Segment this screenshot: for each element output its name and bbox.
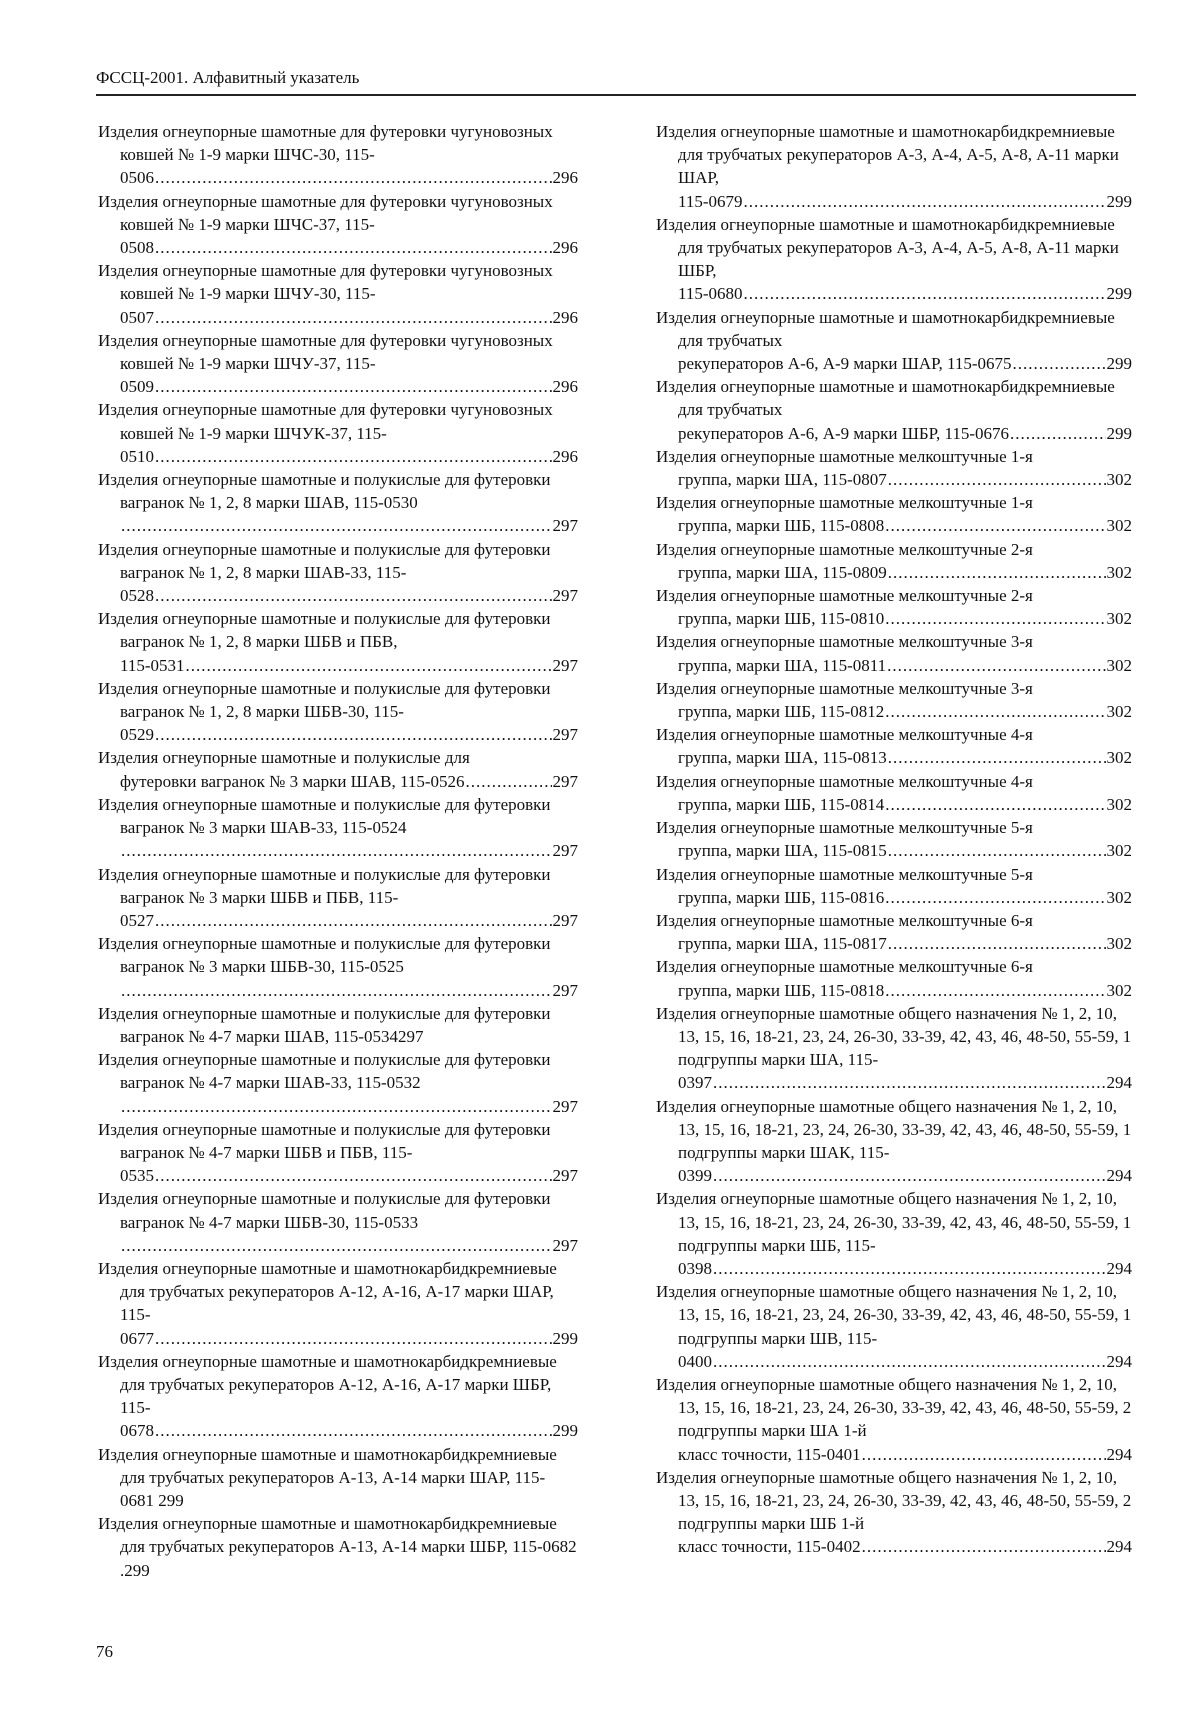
index-entry-text: Изделия огнеупорные шамотные мелкоштучные 6-я: [656, 910, 1033, 930]
dot-leader: [888, 839, 1106, 862]
index-entry-leader: [120, 375, 578, 398]
dot-leader: [713, 1350, 1106, 1373]
index-entry: [656, 955, 1132, 1001]
index-entry-text: Изделия огнеупорные шамотные мелкоштучные 5-я: [656, 864, 1033, 884]
index-entry-text: Изделия огнеупорные шамотные мелкоштучные 1-я: [656, 493, 1033, 513]
index-entry-leader: [120, 909, 578, 932]
index-entry-tail: 0397: [678, 1073, 712, 1093]
index-entry-leader: [678, 746, 1132, 769]
index-entry-page: 299: [1106, 423, 1132, 443]
index-entry-leader: [678, 654, 1132, 677]
index-entry-text: Изделия огнеупорные шамотные мелкоштучные 5-я: [656, 818, 1033, 838]
index-entry-page: 302: [1106, 562, 1132, 582]
index-entry-text: Изделия огнеупорные шамотные для футеровки чугуновозных ковшей № 1-9 марки ШЧУ-30, 115-: [98, 261, 553, 304]
dot-leader: [713, 1164, 1106, 1187]
index-entry: [656, 306, 1132, 376]
index-entry: [98, 1002, 578, 1048]
index-entry-leader: [678, 190, 1132, 213]
index-entry-text: Изделия огнеупорные шамотные общего назначения № 1, 2, 10, 13, 15, 16, 18-21, 23, 24, 26-30, 33-39, 42, 43, 46, 48-50, 55-59, 2 подгруппы марки ШБ 1-й: [656, 1467, 1132, 1534]
dot-leader: [888, 932, 1106, 955]
index-entry: [98, 120, 578, 190]
index-entry: [656, 1187, 1132, 1280]
index-entry-page: 302: [1106, 794, 1132, 814]
index-entry-tail: футеровки вагранок № 3 марки ШАВ, 115-0526: [120, 771, 465, 791]
index-entry-page: 296: [552, 446, 578, 466]
dot-leader: [186, 654, 552, 677]
dot-leader: [744, 282, 1106, 305]
index-entry-tail: группа, марки ША, 115-0815: [678, 841, 887, 861]
index-entry-leader: [120, 654, 578, 677]
dot-leader: [155, 1419, 552, 1442]
index-entry: [656, 770, 1132, 816]
index-entry-text: Изделия огнеупорные шамотные и шамотнокарбидкремниевые для трубчатых рекуператоров А-13, А-14 марки ШАР, 115-0681 299: [98, 1444, 557, 1510]
dot-leader: [713, 1071, 1106, 1094]
index-entry-tail: класс точности, 115-0402: [678, 1537, 861, 1557]
index-entry-tail: группа, марки ША, 115-0811: [678, 655, 887, 675]
index-entry: [98, 1512, 578, 1582]
index-entry-page: 297: [552, 910, 578, 930]
index-entry-text: Изделия огнеупорные шамотные и полукислые для футеровки вагранок № 3 марки ШБВ и ПБВ, 115-: [98, 864, 551, 907]
index-entry: [98, 677, 578, 747]
index-entry-tail: группа, марки ШБ, 115-0818: [678, 980, 885, 1000]
index-entry-tail: 0535: [120, 1166, 154, 1186]
index-entry-tail: группа, марки ША, 115-0809: [678, 562, 887, 582]
index-entry-tail: 115-0679: [678, 191, 743, 211]
index-entry-leader: [120, 306, 578, 329]
index-entry-text: Изделия огнеупорные шамотные и полукислые для футеровки вагранок № 4-7 марки ШАВ, 115-0534297: [98, 1003, 551, 1046]
index-entry-text: Изделия огнеупорные шамотные мелкоштучные 4-я: [656, 725, 1033, 745]
index-entry-page: 302: [1106, 516, 1132, 536]
index-entry-tail: 0528: [120, 586, 154, 606]
index-entry-text: Изделия огнеупорные шамотные и полукислые для футеровки вагранок № 1, 2, 8 марки ШАВ-33, 115-: [98, 539, 551, 582]
index-entry-text: Изделия огнеупорные шамотные и полукислые для футеровки вагранок № 4-7 марки ШБВ и ПБВ, 115-: [98, 1119, 551, 1162]
index-entry-tail: группа, марки ШБ, 115-0812: [678, 702, 885, 722]
dot-leader: [155, 166, 552, 189]
dot-leader: [713, 1257, 1106, 1280]
dot-leader: [155, 236, 552, 259]
index-entry-page: 302: [1106, 702, 1132, 722]
dot-leader: [885, 607, 1105, 630]
index-entry-tail: 0527: [120, 910, 154, 930]
index-entry-page: 294: [1106, 1537, 1132, 1557]
index-entry-leader: [678, 1071, 1132, 1094]
index-entry-tail: 0507: [120, 307, 154, 327]
index-entry-leader: [120, 166, 578, 189]
index-entry-page: 302: [1106, 934, 1132, 954]
dot-leader: [155, 306, 552, 329]
dot-leader: [155, 1327, 552, 1350]
index-entry-leader: [120, 1234, 578, 1257]
index-entry-tail: 0677: [120, 1328, 154, 1348]
index-entry-text: Изделия огнеупорные шамотные общего назначения № 1, 2, 10, 13, 15, 16, 18-21, 23, 24, 26-30, 33-39, 42, 43, 46, 48-50, 55-59, 2 подгруппы марки ША 1-й: [656, 1374, 1132, 1441]
index-entry-tail: группа, марки ШБ, 115-0810: [678, 609, 885, 629]
index-entry-text: Изделия огнеупорные шамотные мелкоштучные 6-я: [656, 957, 1033, 977]
index-entry: [98, 1048, 578, 1118]
index-entry-page: 302: [1106, 748, 1132, 768]
index-entry-page: 294: [1106, 1166, 1132, 1186]
index-entry-tail: группа, марки ШБ, 115-0808: [678, 516, 885, 536]
index-entry: [98, 746, 578, 792]
index-entry-text: Изделия огнеупорные шамотные общего назначения № 1, 2, 10, 13, 15, 16, 18-21, 23, 24, 26-30, 33-39, 42, 43, 46, 48-50, 55-59, 1 подгруппы марки ШАК, 115-: [656, 1096, 1132, 1162]
index-entry-text: Изделия огнеупорные шамотные и шамотнокарбидкремниевые для трубчатых: [656, 377, 1115, 420]
index-entry-text: Изделия огнеупорные шамотные и шамотнокарбидкремниевые для трубчатых: [656, 307, 1115, 350]
dot-leader: [121, 839, 552, 862]
index-entry-text: Изделия огнеупорные шамотные и полукислые для футеровки вагранок № 4-7 марки ШБВ-30, 115-0533: [98, 1189, 551, 1232]
index-entry-page: 297: [552, 655, 578, 675]
index-entry-leader: [678, 1164, 1132, 1187]
index-entry-page: 297: [552, 1166, 578, 1186]
index-entry-page: 302: [1106, 980, 1132, 1000]
index-entry: [98, 398, 578, 468]
index-entry-text: Изделия огнеупорные шамотные и шамотнокарбидкремниевые для трубчатых рекуператоров А-12, А-16, А-17 марки ШАР, 115-: [98, 1258, 557, 1325]
dot-leader: [885, 979, 1105, 1002]
index-entry: [656, 863, 1132, 909]
index-entry-text: Изделия огнеупорные шамотные и полукислые для футеровки вагранок № 4-7 марки ШАВ-33, 115-0532: [98, 1050, 551, 1093]
index-entry: [656, 630, 1132, 676]
index-entry-text: Изделия огнеупорные шамотные общего назначения № 1, 2, 10, 13, 15, 16, 18-21, 23, 24, 26-30, 33-39, 42, 43, 46, 48-50, 55-59, 1 подгруппы марки ШВ, 115-: [656, 1282, 1132, 1348]
index-entry-text: Изделия огнеупорные шамотные для футеровки чугуновозных ковшей № 1-9 марки ШЧС-30, 115-: [98, 122, 553, 165]
index-entry-page: 302: [1106, 609, 1132, 629]
index-entry: [656, 445, 1132, 491]
dot-leader: [121, 1234, 552, 1257]
index-entry: [656, 538, 1132, 584]
index-entry-text: Изделия огнеупорные шамотные общего назначения № 1, 2, 10, 13, 15, 16, 18-21, 23, 24, 26-30, 33-39, 42, 43, 46, 48-50, 55-59, 1 подгруппы марки ША, 115-: [656, 1003, 1132, 1070]
index-entry-leader: [120, 723, 578, 746]
index-entry-leader: [678, 561, 1132, 584]
index-entry-text: Изделия огнеупорные шамотные мелкоштучные 1-я: [656, 446, 1033, 466]
index-entry-text: Изделия огнеупорные шамотные и полукислые для футеровки вагранок № 3 марки ШБВ-30, 115-0525: [98, 934, 551, 977]
dot-leader: [121, 514, 552, 537]
index-entry-tail: 0508: [120, 238, 154, 258]
index-entry-tail: 115-0680: [678, 284, 743, 304]
index-entry: [656, 584, 1132, 630]
index-entry: [656, 213, 1132, 306]
index-entry-tail: 0400: [678, 1351, 712, 1371]
dot-leader: [155, 909, 552, 932]
index-entry: [98, 468, 578, 538]
index-entry-page: 296: [552, 377, 578, 397]
index-entry-leader: [120, 445, 578, 468]
index-entry-page: 302: [1106, 841, 1132, 861]
index-entry-leader: [678, 1443, 1132, 1466]
index-entry: [656, 816, 1132, 862]
index-entry: [656, 375, 1132, 445]
index-entry-page: 296: [552, 168, 578, 188]
dot-leader: [155, 375, 552, 398]
index-entry: [98, 190, 578, 260]
dot-leader: [885, 793, 1105, 816]
index-entry-tail: 115-0531: [120, 655, 185, 675]
dot-leader: [888, 746, 1106, 769]
index-entry-leader: [120, 770, 578, 793]
dot-leader: [862, 1535, 1106, 1558]
index-entry: [98, 329, 578, 399]
index-entry-page: 302: [1106, 887, 1132, 907]
index-entry-page: 297: [552, 1096, 578, 1116]
index-entry-leader: [678, 1535, 1132, 1558]
index-entry-text: Изделия огнеупорные шамотные и шамотнокарбидкремниевые для трубчатых рекуператоров А-3, А-4, А-5, А-8, А-11 марки ШБР,: [656, 214, 1119, 281]
index-entry-page: 296: [552, 307, 578, 327]
index-entry-leader: [678, 886, 1132, 909]
dot-leader: [465, 770, 551, 793]
index-entry-tail: группа, марки ША, 115-0817: [678, 934, 887, 954]
index-entry-leader: [678, 352, 1132, 375]
index-entry-page: 302: [1106, 655, 1132, 675]
dot-leader: [155, 584, 552, 607]
dot-leader: [1010, 422, 1106, 445]
index-entry-text: Изделия огнеупорные шамотные мелкоштучные 2-я: [656, 586, 1033, 606]
index-entry-leader: [120, 236, 578, 259]
index-entry: [98, 1187, 578, 1257]
dot-leader: [744, 190, 1106, 213]
index-entry-page: 299: [1106, 354, 1132, 374]
index-entry-tail: 0506: [120, 168, 154, 188]
index-entry: [656, 120, 1132, 213]
index-entry-tail: 0678: [120, 1421, 154, 1441]
page-header: [96, 66, 1136, 96]
index-entry: [656, 909, 1132, 955]
page-number: 76: [96, 1642, 113, 1661]
index-entry: [656, 491, 1132, 537]
index-entry-leader: [678, 1350, 1132, 1373]
index-entry-text: Изделия огнеупорные шамотные мелкоштучные 2-я: [656, 539, 1033, 559]
index-entry-text: Изделия огнеупорные шамотные и полукислые для футеровки вагранок № 3 марки ШАВ-33, 115-0524: [98, 794, 551, 838]
index-entry: [656, 1002, 1132, 1095]
index-column-right: [656, 120, 1132, 1559]
index-entry: [98, 538, 578, 608]
running-title: ФССЦ-2001. Алфавитный указатель: [96, 68, 360, 87]
index-entry-tail: группа, марки ША, 115-0813: [678, 748, 887, 768]
dot-leader: [121, 1095, 552, 1118]
index-entry-leader: [678, 422, 1132, 445]
index-entry-leader: [120, 839, 578, 862]
index-entry-page: 302: [1106, 470, 1132, 490]
index-entry-text: Изделия огнеупорные шамотные и полукислые для: [98, 748, 470, 768]
dot-leader: [121, 979, 552, 1002]
index-entry-leader: [120, 1095, 578, 1118]
index-entry: [98, 1350, 578, 1443]
index-entry: [98, 1443, 578, 1513]
index-entry-tail: группа, марки ША, 115-0807: [678, 470, 887, 490]
index-entry: [656, 1373, 1132, 1466]
index-entry-tail: рекуператоров А-6, А-9 марки ШАР, 115-0675: [678, 354, 1012, 374]
index-entry-text: Изделия огнеупорные шамотные для футеровки чугуновозных ковшей № 1-9 марки ШЧС-37, 115-: [98, 191, 553, 234]
index-entry-tail: 0398: [678, 1258, 712, 1278]
index-entry-page: 297: [552, 1235, 578, 1255]
index-entry-leader: [678, 282, 1132, 305]
index-entry: [656, 677, 1132, 723]
index-entry-leader: [678, 932, 1132, 955]
dot-leader: [888, 561, 1106, 584]
index-entry: [98, 793, 578, 863]
index-entry-page: 297: [552, 841, 578, 861]
index-entry-tail: 0509: [120, 377, 154, 397]
index-entry-leader: [120, 514, 578, 537]
index-entry-leader: [120, 1419, 578, 1442]
index-entry-text: Изделия огнеупорные шамотные мелкоштучные 3-я: [656, 632, 1033, 652]
index-entry-page: 299: [552, 1328, 578, 1348]
index-entry-tail: рекуператоров А-6, А-9 марки ШБР, 115-0676: [678, 423, 1009, 443]
index-entry-text: Изделия огнеупорные шамотные и полукислые для футеровки вагранок № 1, 2, 8 марки ШАВ, 115-0530: [98, 470, 551, 513]
index-entry-text: Изделия огнеупорные шамотные и шамотнокарбидкремниевые для трубчатых рекуператоров А-12, А-16, А-17 марки ШБР, 115-: [98, 1351, 557, 1418]
index-entry-leader: [678, 468, 1132, 491]
dot-leader: [885, 886, 1105, 909]
index-entry: [98, 863, 578, 933]
index-entry-page: 297: [552, 980, 578, 1000]
index-entry-page: 299: [1106, 191, 1132, 211]
index-entry-text: Изделия огнеупорные шамотные и шамотнокарбидкремниевые для трубчатых рекуператоров А-3, А-4, А-5, А-8, А-11 марки ШАР,: [656, 122, 1119, 188]
index-entry-page: 299: [552, 1421, 578, 1441]
index-entry: [98, 607, 578, 677]
index-entry-page: 297: [552, 771, 578, 791]
index-column-left: [98, 120, 578, 1582]
index-entry-leader: [678, 700, 1132, 723]
index-entry: [656, 723, 1132, 769]
index-entry-tail: группа, марки ШБ, 115-0816: [678, 887, 885, 907]
index-entry-text: Изделия огнеупорные шамотные для футеровки чугуновозных ковшей № 1-9 марки ШЧУ-37, 115-: [98, 330, 553, 374]
index-entry-text: Изделия огнеупорные шамотные и шамотнокарбидкремниевые для трубчатых рекуператоров А-13, А-14 марки ШБР, 115-0682 .299: [98, 1514, 577, 1580]
dot-leader: [1013, 352, 1106, 375]
index-entry: [98, 1257, 578, 1350]
index-entry-leader: [678, 793, 1132, 816]
index-entry-text: Изделия огнеупорные шамотные и полукислые для футеровки вагранок № 1, 2, 8 марки ШБВ-30, 115-: [98, 678, 551, 722]
index-entry-text: Изделия огнеупорные шамотные для футеровки чугуновозных ковшей № 1-9 марки ШЧУК-37, 115-: [98, 400, 553, 443]
index-entry-page: 297: [552, 725, 578, 745]
index-entry-leader: [678, 839, 1132, 862]
index-entry-text: Изделия огнеупорные шамотные мелкоштучные 3-я: [656, 678, 1033, 698]
index-entry-page: 294: [1106, 1444, 1132, 1464]
index-entry-page: 294: [1106, 1351, 1132, 1371]
dot-leader: [155, 1164, 552, 1187]
dot-leader: [888, 468, 1106, 491]
index-entry: [656, 1466, 1132, 1559]
index-entry-page: 296: [552, 238, 578, 258]
index-entry-leader: [120, 1327, 578, 1350]
dot-leader: [862, 1443, 1106, 1466]
index-entry-leader: [120, 1164, 578, 1187]
dot-leader: [885, 514, 1105, 537]
index-entry-leader: [120, 584, 578, 607]
index-entry-tail: 0510: [120, 446, 154, 466]
index-entry-tail: 0529: [120, 725, 154, 745]
index-entry-page: 294: [1106, 1258, 1132, 1278]
dot-leader: [885, 700, 1105, 723]
index-entry-leader: [678, 607, 1132, 630]
index-entry: [656, 1095, 1132, 1188]
index-entry-page: 297: [552, 516, 578, 536]
index-entry-leader: [120, 979, 578, 1002]
index-entry-tail: группа, марки ШБ, 115-0814: [678, 794, 885, 814]
index-entry: [98, 1118, 578, 1188]
index-entry-text: Изделия огнеупорные шамотные мелкоштучные 4-я: [656, 771, 1033, 791]
index-entry-tail: 0399: [678, 1166, 712, 1186]
dot-leader: [887, 654, 1105, 677]
index-entry-page: 297: [552, 586, 578, 606]
index-entry-tail: класс точности, 115-0401: [678, 1444, 861, 1464]
index-entry-page: 294: [1106, 1073, 1132, 1093]
index-entry-text: Изделия огнеупорные шамотные и полукислые для футеровки вагранок № 1, 2, 8 марки ШБВ и ПБВ,: [98, 609, 551, 652]
index-entry-leader: [678, 979, 1132, 1002]
index-entry: [656, 1280, 1132, 1373]
dot-leader: [155, 445, 552, 468]
index-entry-leader: [678, 514, 1132, 537]
index-entry-page: 299: [1106, 284, 1132, 304]
dot-leader: [155, 723, 552, 746]
index-entry-leader: [678, 1257, 1132, 1280]
index-entry: [98, 932, 578, 1002]
index-entry: [98, 259, 578, 329]
index-entry-text: Изделия огнеупорные шамотные общего назначения № 1, 2, 10, 13, 15, 16, 18-21, 23, 24, 26-30, 33-39, 42, 43, 46, 48-50, 55-59, 1 подгруппы марки ШБ, 115-: [656, 1189, 1132, 1255]
